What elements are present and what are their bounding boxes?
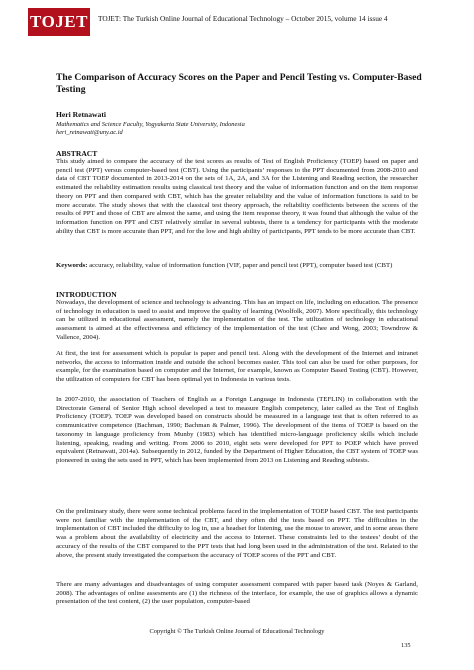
keywords-label: Keywords: xyxy=(56,262,88,269)
author-affiliation: Mathematics and Science Faculty, Yogyakarta State University, Indonesia xyxy=(56,121,245,128)
intro-paragraph-3: In 2007-2010, the association of Teachers of English as a Foreign Language in Indonesia (TEFLIN) in collaboration with the Directorate General of Senior High school developed a test to measure English competency, later called as the Test of English Proficiency (TOEP). TOEP was developed based on constructs should be measured in a language test that is often referred to as communicative competence (Bachman, 1990; Bachman & Palmer, 1996). The development of the items of TOEP is based on the taxonomy in language proficiency from Munby (1983) which has identified micro-language proficiency skills which include listening, speaking, reading and writing. From 2006 to 2010, eight sets were developed for PPT to POEP which have proved equivalent (Retnawati, 2014a). Subsequently in 2012, funded by the Department of Higher Education, the CBT system of TOEP was pioneered in using the sets used in PPT, which has been implemented from 2013 on Listening and Reading subtests. xyxy=(56,396,418,464)
author-name: Heri Retnawati xyxy=(56,110,106,119)
abstract-body: This study aimed to compare the accuracy of the test scores as results of Test of English Proficiency (TOEP) based on paper and pencil test (PPT) versus computer-based test (CBT). Using the participants’ responses to the PPT documented from 2008-2010 and data of CBT TOEP documented in 2013-2014 on the sets of 1A, 2A, and 3A for the Listening and Reading section, the researcher estimated the reliability estimation results using classical test theory and the value of information function and on the item response theory on PPT and then compared with CBT, which has the greater reliability and the value of information functions is said to be more accurate. The study shows that with the classical test theory approach, the reliability coefficients between the scores of the results of PPT and those of CBT are almost the same, and using the item response theory, it was found that although the value of the information function on PPT and CBT relatively similar in several subtests, there is a tendency for participants with the moderate ability that CBT is more accurate than PPT, and for the low and high ability of participants, PPT tends to be more accurate than CBT. xyxy=(56,158,418,235)
intro-paragraph-5: There are many advantages and disadvantages of using computer assessment compared with paper based task (Noyes & Garland, 2008). The advantages of online assesments are (1) the richness of the interface, for example, the use of graphics allows a dynamic presentation of the test content, (2) the user population, computer-based xyxy=(56,581,418,606)
page-number: 135 xyxy=(401,642,411,649)
footer-copyright: Copyright © The Turkish Online Journal of Educational Technology xyxy=(149,628,325,635)
keywords-text: accuracy, reliability, value of information function (VIF, paper and pencil test (PPT), computer based test (CBT) xyxy=(89,262,393,269)
keywords xyxy=(56,262,418,271)
intro-paragraph-1: Nowadays, the development of science and technology is advancing. This has an impact on life, including on education. The presence of technology in education is used to assist and improve the quality of learning (Woolfolk, 2007). More specifically, this technology can be utilized in educational assessment, namely the implementation of the test. The utilization of technology in educational assessment is aimed at the effectiveness and efficiency of the implementation of the test (Chee and Wong, 2003; Towndrow & Vallence, 2004). xyxy=(56,299,418,341)
page-header xyxy=(28,8,448,48)
intro-paragraph-4: On the preliminary study, there were some technical problems faced in the implementation of TOEP based CBT. The test participants were not familiar with the implementation of the CBT, and they often did the tests based on PPT. The difficulties in the implementation of CBT included the difficulty to log in, use a headset for listening, use the mouse to answer, and in some areas there was a problem about the availability of electricity and the access to Internet. These constraints led to the testees’ doubt of the accuracy of the results of the CBT compared to the PPT tests that had long been used in the administration of the test. Related to the above, the present study investigated the comparison the accuracy of TOEP scores of the PPT and CBT. xyxy=(56,508,418,559)
paper-title: The Comparison of Accuracy Scores on the Paper and Pencil Testing vs. Computer-Based Testing xyxy=(56,72,422,95)
journal-logo: TOJET xyxy=(28,8,90,36)
author-email: heri_retnawati@uny.ac.id xyxy=(56,129,123,136)
abstract-heading: ABSTRACT xyxy=(56,149,98,158)
intro-paragraph-2: At first, the test for assessment which is popular is paper and pencil test. Along with the development of the Internet and intranet networks, the access to information inside and outside the school becomes easier. This tool can also be used for other purposes, for example, for the examination based on computer and the Internet, for example, known as Computer Based Testing (CBT). However, the utilization of computers for CBT has been optimal yet in Indonesia in various tests. xyxy=(56,350,418,384)
journal-running-head: TOJET: The Turkish Online Journal of Educational Technology – October 2015, volume 14 issue 4 xyxy=(98,14,388,23)
introduction-heading: INTRODUCTION xyxy=(56,290,117,299)
